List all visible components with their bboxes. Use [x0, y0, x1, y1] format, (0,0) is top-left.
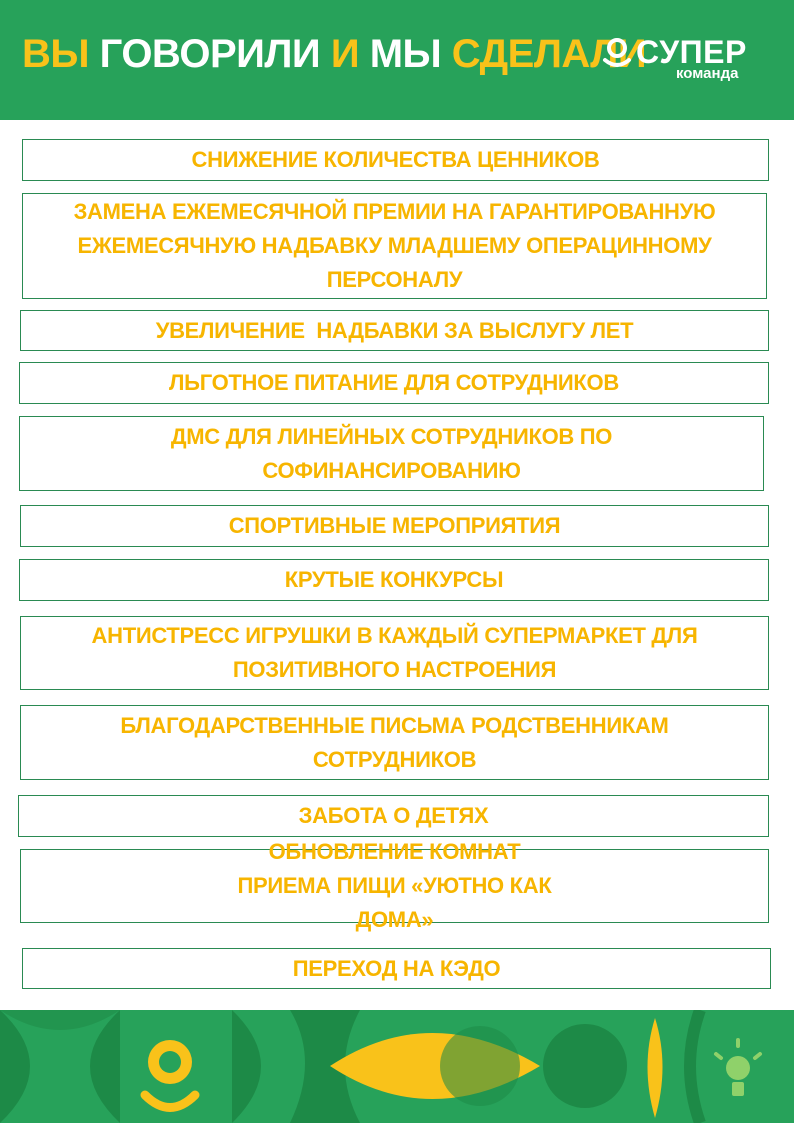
- achievement-text: ЗАМЕНА ЕЖЕМЕСЯЧНОЙ ПРЕМИИ НА ГАРАНТИРОВАННУЮ ЕЖЕМЕСЯЧНУЮ НАДБАВКУ МЛАДШЕМУ ОПЕРАЦИННОМУ ПЕРСОНАЛУ: [73, 199, 716, 292]
- achievement-text: ЛЬГОТНОЕ ПИТАНИЕ ДЛЯ СОТРУДНИКОВ: [169, 370, 619, 395]
- achievement-item: [20, 616, 769, 690]
- achievement-item: [20, 839, 769, 932]
- logo-sub-text: команда: [676, 65, 739, 82]
- achievement-text: КРУТЫЕ КОНКУРСЫ: [284, 567, 504, 592]
- achievement-text: ОБНОВЛЕНИЕ КОМНАТ ПРИЕМА ПИЩИ «УЮТНО КАК ДОМА»: [237, 839, 552, 932]
- achievement-text: ДМС ДЛЯ ЛИНЕЙНЫХ СОТРУДНИКОВ ПО СОФИНАНСИРОВАНИЮ: [170, 423, 613, 483]
- achievement-item: [19, 559, 769, 601]
- achievement-item: [19, 362, 769, 404]
- header-banner: [0, 0, 794, 120]
- achievement-text: БЛАГОДАРСТВЕННЫЕ ПИСЬМА РОДСТВЕННИКАМ СОТРУДНИКОВ: [120, 712, 669, 772]
- achievement-text: АНТИСТРЕСС ИГРУШКИ В КАЖДЫЙ СУПЕРМАРКЕТ ДЛЯ ПОЗИТИВНОГО НАСТРОЕНИЯ: [91, 623, 698, 682]
- achievement-text: ЗАБОТА О ДЕТЯХ: [298, 803, 489, 828]
- logo-main-text: СУПЕР: [636, 34, 747, 70]
- title-word: ВЫ: [22, 32, 90, 76]
- super-komanda-logo: [600, 34, 770, 86]
- page-title: [22, 30, 646, 78]
- achievement-item: [22, 139, 769, 181]
- title-word: СДЕЛАЛИ: [451, 32, 647, 76]
- achievement-item: [20, 310, 769, 351]
- title-word: МЫ: [369, 32, 442, 76]
- title-word: И: [330, 32, 360, 76]
- footer-pattern: [0, 1010, 794, 1123]
- achievement-item: [22, 948, 771, 989]
- achievement-item: [22, 193, 767, 299]
- achievement-text: СПОРТИВНЫЕ МЕРОПРИЯТИЯ: [228, 513, 561, 538]
- title-word: ГОВОРИЛИ: [99, 32, 321, 76]
- achievement-text: ПЕРЕХОД НА КЭДО: [292, 955, 501, 981]
- achievement-text: УВЕЛИЧЕНИЕ НАДБАВКИ ЗА ВЫСЛУГУ ЛЕТ: [155, 317, 634, 343]
- decorative-footer: [0, 1010, 794, 1123]
- achievement-text: СНИЖЕНИЕ КОЛИЧЕСТВА ЦЕННИКОВ: [191, 147, 600, 172]
- achievement-item: [19, 416, 764, 491]
- flower-logo-icon: [602, 36, 632, 70]
- achievement-item: [18, 795, 769, 837]
- achievement-item: [20, 705, 769, 780]
- achievement-item: [20, 505, 769, 547]
